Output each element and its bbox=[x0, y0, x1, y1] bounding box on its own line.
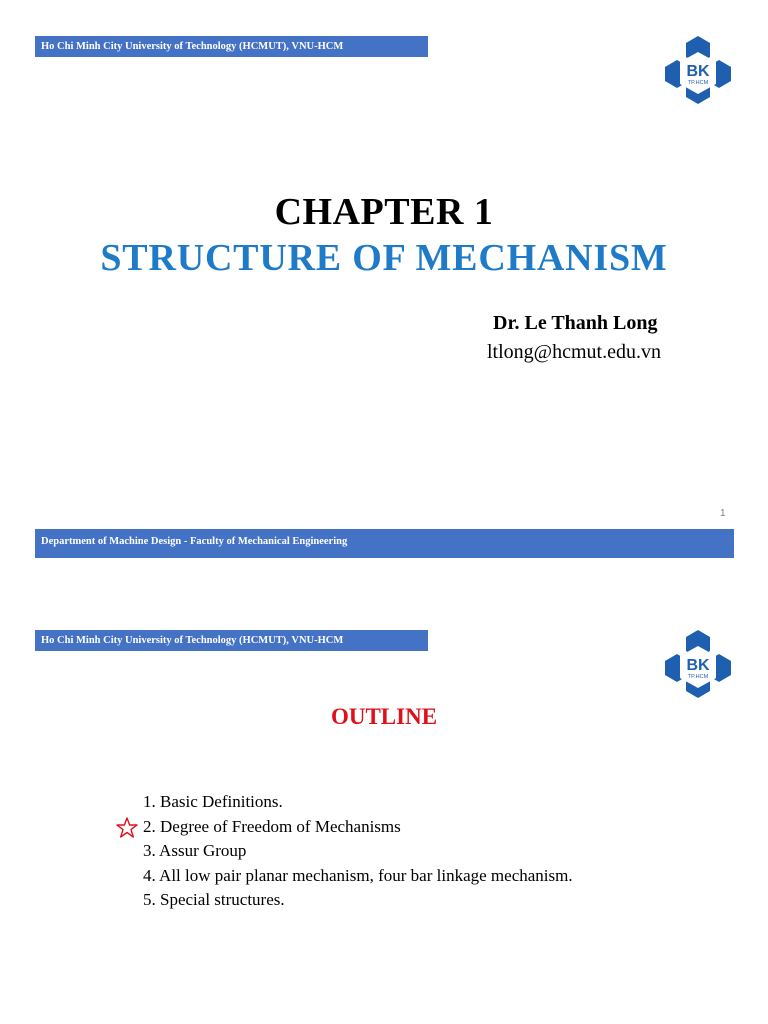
star-icon bbox=[116, 817, 138, 839]
list-item: 2. Degree of Freedom of Mechanisms bbox=[143, 816, 401, 836]
logo-subtext: TP.HCM bbox=[687, 80, 709, 86]
chapter-title: CHAPTER 1 bbox=[274, 191, 494, 233]
author-email: ltlong@hcmut.edu.vn bbox=[487, 341, 661, 363]
logo-subtext: TP.HCM bbox=[687, 674, 709, 680]
logo-text: BK bbox=[686, 63, 710, 80]
bk-logo-icon bbox=[662, 34, 734, 106]
list-item: 4. All low pair planar mechanism, four bar linkage mechanism. bbox=[143, 865, 573, 885]
bk-logo-icon bbox=[662, 628, 734, 700]
author-name: Dr. Le Thanh Long bbox=[493, 312, 658, 334]
logo-text: BK bbox=[686, 657, 710, 674]
list-item: 5. Special structures. bbox=[143, 890, 285, 909]
university-header-bar: Ho Chi Minh City University of Technology (HCMUT), VNU-HCM bbox=[35, 36, 428, 57]
department-footer-bar: Department of Machine Design - Faculty of Mechanical Engineering bbox=[35, 529, 734, 558]
outline-heading: OUTLINE bbox=[330, 704, 438, 729]
university-header-bar: Ho Chi Minh City University of Technology (HCMUT), VNU-HCM bbox=[35, 630, 428, 651]
chapter-subtitle: STRUCTURE OF MECHANISM bbox=[100, 237, 668, 279]
page-number: 1 bbox=[720, 508, 726, 519]
outline-slide bbox=[0, 600, 768, 1024]
list-item: 1. Basic Definitions. bbox=[143, 792, 283, 811]
list-item: 3. Assur Group bbox=[143, 841, 247, 860]
outline-list bbox=[143, 790, 573, 913]
